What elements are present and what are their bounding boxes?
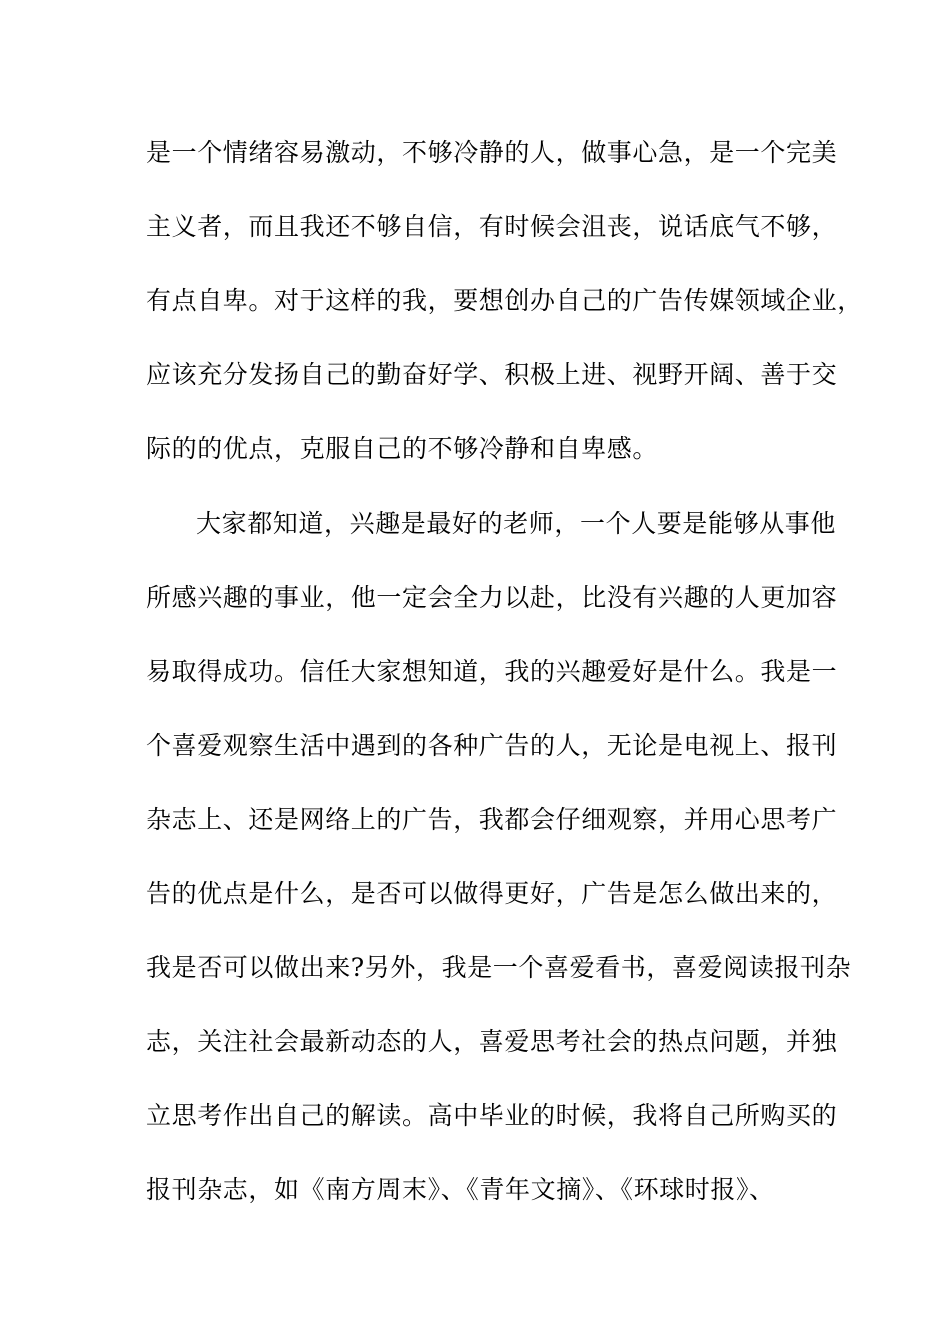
text-line: 所感兴趣的事业，他一定会全力以赴，比没有兴趣的人更加容	[146, 583, 838, 612]
text-line: 个喜爱观察生活中遇到的各种广告的人，无论是电视上、报刊	[146, 731, 838, 760]
text-line: 告的优点是什么，是否可以做得更好，广告是怎么做出来的，	[146, 879, 838, 908]
text-line: 志，关注社会最新动态的人，喜爱思考社会的热点问题，并独	[146, 1027, 838, 1056]
paragraph-first-line: 大家都知道，兴趣是最好的老师，一个人要是能够从事他	[196, 509, 837, 538]
text-line: 立思考作出自己的解读。高中毕业的时候，我将自己所购买的	[146, 1101, 838, 1130]
text-line: 有点自卑。对于这样的我，要想创办自己的广告传媒领域企业，	[146, 286, 863, 315]
text-line: 易取得成功。信任大家想知道，我的兴趣爱好是什么。我是一	[146, 657, 838, 686]
text-line: 是一个情绪容易激动，不够冷静的人，做事心急，是一个完美	[146, 138, 838, 167]
text-line: 主义者，而且我还不够自信，有时候会沮丧，说话底气不够，	[146, 212, 838, 241]
text-line: 杂志上、还是网络上的广告，我都会仔细观察，并用心思考广	[146, 805, 838, 834]
text-line: 报刊杂志，如《南方周末》、《青年文摘》、《环球时报》、	[146, 1175, 775, 1204]
text-line: 际的的优点，克服自己的不够冷静和自卑感。	[146, 434, 659, 463]
text-line: 我是否可以做出来?另外，我是一个喜爱看书，喜爱阅读报刊杂	[146, 953, 852, 982]
text-line: 应该充分发扬自己的勤奋好学、积极上进、视野开阔、善于交	[146, 360, 838, 389]
